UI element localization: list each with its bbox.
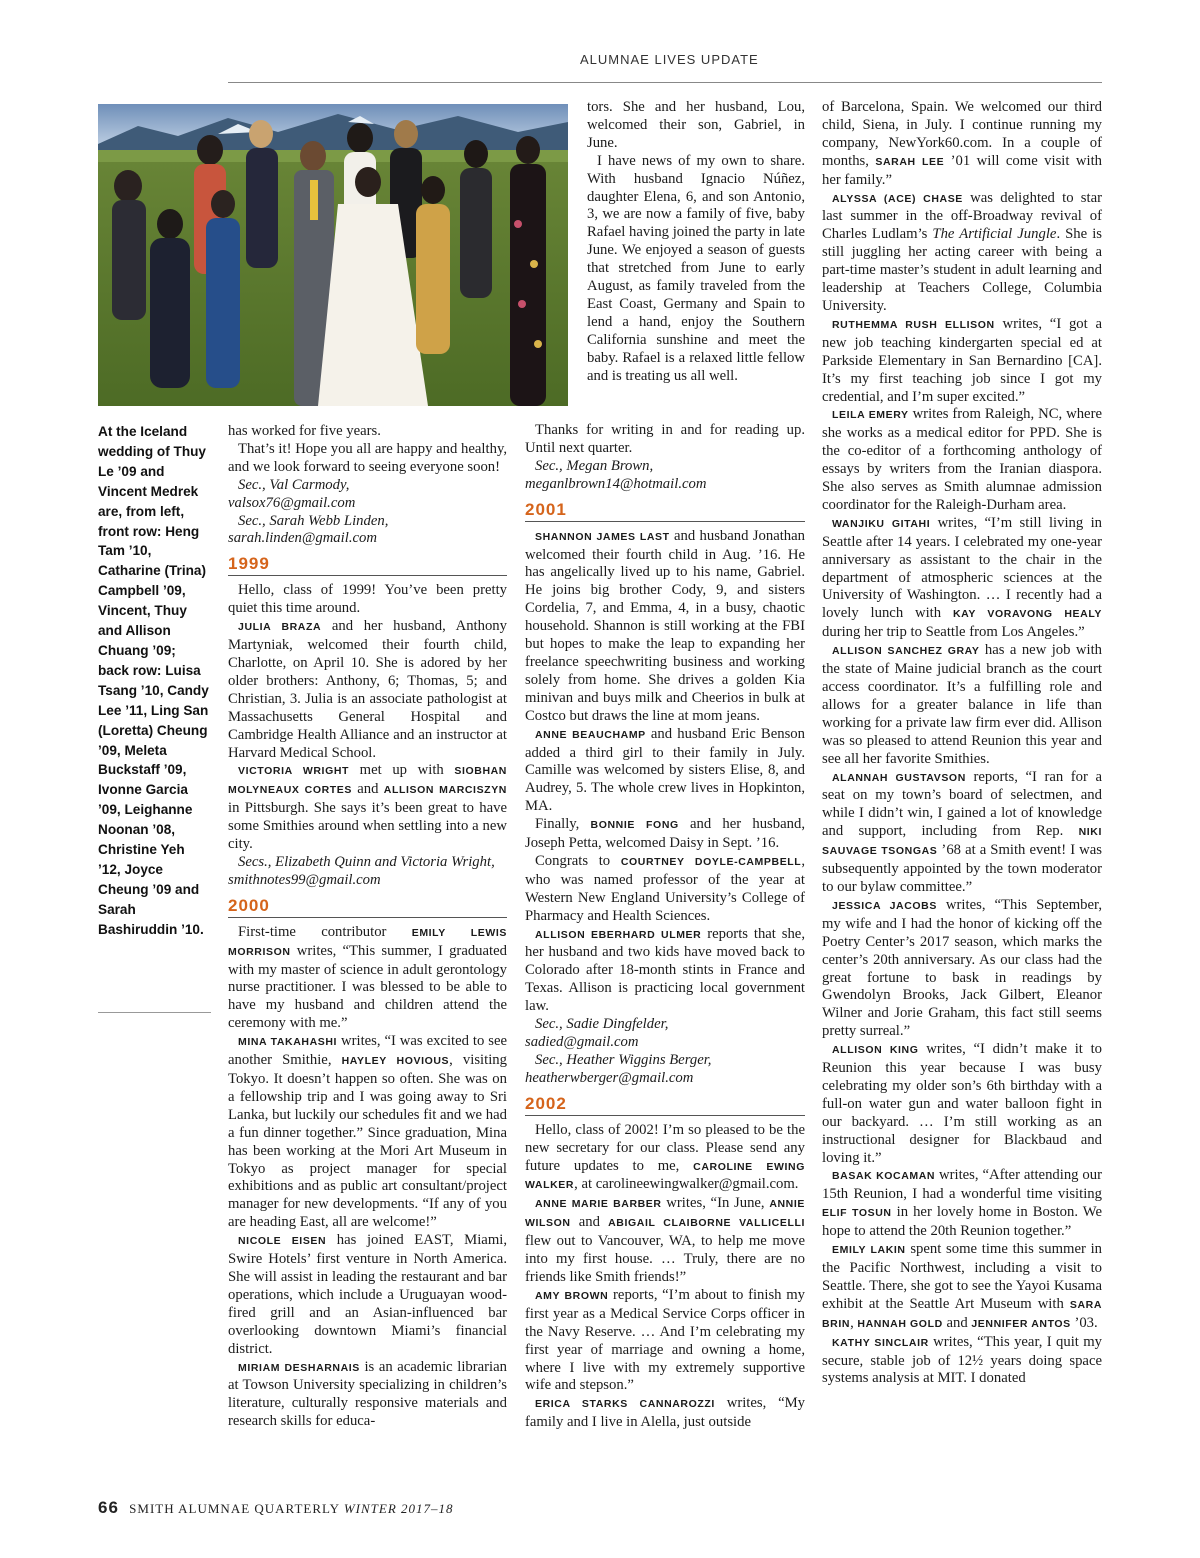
alumna-name: KATHY SINCLAIR xyxy=(832,1336,929,1349)
alumna-name: EMILY LAKIN xyxy=(832,1244,906,1257)
paragraph: Thanks for writing in and for reading up. Until next quarter. xyxy=(525,422,805,456)
paragraph: Congrats to COURTNEY DOYLE-CAMPBELL, who was named professor of the year at Western New England University’s College of Pharmacy and Health Sciences. xyxy=(525,852,805,924)
secretary-line: Sec., Val Carmody, xyxy=(238,476,350,493)
alumna-name: ALLISON EBERHARD ULMER xyxy=(535,928,702,941)
alumna-name: SARAH LEE xyxy=(875,155,945,168)
alumna-name: SIOBHAN MOLYNEAUX CORTES xyxy=(228,765,507,797)
alumna-name: VICTORIA WRIGHT xyxy=(238,765,350,778)
paragraph: ALLISON SANCHEZ GRAY has a new job with the state of Maine judicial branch as the court access coordinator. It’s a fulfilling role and allows for a greater balance in life than working for a private law firm ever did. Allison was so pleased to attend Reunion this year and see all her favorite Smithies. xyxy=(822,642,1102,767)
secretary-line: Sec., Megan Brown, xyxy=(535,457,654,474)
alumna-name: WANJIKU GITAHI xyxy=(832,517,931,530)
paragraph: WANJIKU GITAHI writes, “I’m still living in Seattle after 14 years. I celebrated my one-year anniversary as assistant to the chair in the department of atmospheric sciences at the University of Washington. … I recently had a lovely lunch with KAY VORAVONG HEALY during her trip to Seattle from Los Angeles.” xyxy=(822,514,1102,641)
paragraph: JESSICA JACOBS writes, “This September, my wife and I had the honor of kicking off the Poetry Center’s 2017 season, which marks the center’s 20th anniversary. As our class had the great fortune to bask in readings by Gwendolyn Brooks, Jack Gilbert, Eleanor Wilner and Jorie Graham, this fact still seems pretty surreal.” xyxy=(822,896,1102,1040)
secretary-line: Sec., Sarah Webb Linden, xyxy=(238,512,389,529)
paragraph: ALANNAH GUSTAVSON reports, “I ran for a seat on my town’s board of selectmen, and while I didn’t win, I gained a lot of knowledge and support, including from Rep. NIKI SAUVAGE TSONGAS ’68 at a Smith event! I was subsequently appointed by the town moderator to our bylaw committee.” xyxy=(822,768,1102,895)
alumna-name: SARA BRIN xyxy=(822,1298,1102,1330)
alumna-name: ERICA STARKS CANNAROZZI xyxy=(535,1398,715,1411)
column-2 xyxy=(525,422,805,1432)
alumna-name: HANNAH GOLD xyxy=(857,1317,943,1330)
paragraph: ALLISON EBERHARD ULMER reports that she, her husband and two kids have moved back to Colorado after 18-month stints in France and Texas. Allison is practicing local government law. xyxy=(525,925,806,1015)
paragraph: NICOLE EISEN has joined EAST, Miami, Swire Hotels’ first venture in North America. She will assist in leading the restaurant and bar operations, which include a Uruguayan wood-fired grill and an Asian-influenced bar overlooking downtown Miami’s financial district. xyxy=(228,1232,507,1357)
paragraph: AMY BROWN reports, “I’m about to finish my first year as a Medical Service Corps officer in the Navy Reserve. … And I’m celebrating my first year of marriage and owning a home, where I live with my extremely supportive wife and stepson.” xyxy=(525,1286,805,1394)
paragraph: of Barcelona, Spain. We welcomed our third child, Siena, in July. I continue running my company, NewYork60.com. In a couple of months, SARAH LEE ’01 will come visit with her family.” xyxy=(822,99,1102,188)
photo-caption: At the Iceland wedding of Thuy Le ’09 and Vincent Medrek are, from left, front row: Heng Tam ’10, Catharine (Trina) Campbell ’09, Vincent, Thuy and Allison Chuang ’09; back row: Luisa Tsang ’10, Candy Lee ’11, Ling San (Loretta) Cheung ’09, Meleta Buckstaff ’09, Ivonne Garcia ’09, Leighanne Noonan ’08, Christine Yeh ’12, Joyce Cheung ’09 and Sarah Bashiruddin ’10. xyxy=(98,424,209,937)
paragraph: RUTHEMMA RUSH ELLISON writes, “I got a new job teaching kindergarten special ed at Parkside Elementary in San Bernardino [CA]. It’s my first teaching job since I got my credential, and I’m super excited.” xyxy=(822,315,1103,405)
section-header: ALUMNAE LIVES UPDATE xyxy=(580,52,759,67)
alumna-name: JULIA BRAZA xyxy=(238,621,322,634)
alumna-name: MINA TAKAHASHI xyxy=(238,1036,338,1049)
alumna-name: RUTHEMMA RUSH ELLISON xyxy=(832,318,995,331)
alumna-name: EMILY LEWIS MORRISON xyxy=(228,926,507,958)
page-number: 66 xyxy=(98,1498,119,1517)
alumna-name: ALYSSA (ACE) CHASE xyxy=(832,192,963,205)
class-year-heading: 2000 xyxy=(228,896,507,918)
paragraph: LEILA EMERY writes from Raleigh, NC, where she works as a medical editor for PPD. She is the co-editor of a forthcoming anthology of essays by writers from the Iranian diaspora. She also serves as Smith alumnae admission coordinator for the Raleigh-Durham area. xyxy=(822,406,1102,513)
alumna-name: ALANNAH GUSTAVSON xyxy=(832,771,966,784)
paragraph: ANNE MARIE BARBER writes, “In June, ANNIE WILSON and ABIGAIL CLAIBORNE VALLICELLI flew out to Vancouver, WA, to help me move into my first house. … Truly, there are no friends like Smith friends!” xyxy=(525,1195,805,1285)
paragraph: KATHY SINCLAIR writes, “This year, I quit my secure, stable job of 12½ years doing space systems analysis at MIT. I donated xyxy=(822,1333,1103,1387)
paragraph: ALLISON KING writes, “I didn’t make it to Reunion this year because I was busy celebrating my older son’s 6th birthday with a full-on water gun and water balloon fight in our backyard. … I’m still working as an instructional designer for Blackbaud and loving it.” xyxy=(822,1041,1102,1166)
alumna-name: ANNE MARIE BARBER xyxy=(535,1198,662,1211)
paragraph: ERICA STARKS CANNAROZZI writes, “My family and I live in Alella, just outside xyxy=(525,1395,805,1431)
publication-name: SMITH ALUMNAE QUARTERLY xyxy=(129,1501,340,1516)
page-footer xyxy=(98,1498,454,1518)
alumna-name: CAROLINE EWING WALKER xyxy=(525,1160,805,1192)
paragraph: VICTORIA WRIGHT met up with SIOBHAN MOLYNEAUX CORTES and ALLISON MARCISZYN in Pittsburgh. She says it’s been great to have some Smithies around when settling into a new city. xyxy=(228,762,507,853)
paragraph: BASAK KOCAMAN writes, “After attending our 15th Reunion, I had a wonderful time visiting ELIF TOSUN in her lovely home in Boston. We hope to attend the 20th Reunion together.” xyxy=(822,1167,1102,1240)
alumna-name: ALLISON SANCHEZ GRAY xyxy=(832,645,980,658)
alumna-name: ALLISON MARCISZYN xyxy=(383,784,507,797)
paragraph: MIRIAM DESHARNAIS is an academic librarian at Towson University specializing in children’s literature, culturally responsive materials and research skills for educa- xyxy=(228,1358,507,1430)
secretary-email: valsox76@gmail.com xyxy=(228,494,356,511)
alumna-name: NICOLE EISEN xyxy=(238,1235,327,1248)
alumna-name: JENNIFER ANTOS xyxy=(971,1317,1071,1330)
paragraph: JULIA BRAZA and her husband, Anthony Martyniak, welcomed their fourth child, Charlotte, on April 10. She is adored by her older brothers: Anthony, 6; Thomas, 5; and Christian, 3. Julia is an associate pathologist at Massachusetts General Hospital and Cambridge Health Alliance and an instructor at Harvard Medical School. xyxy=(228,618,507,761)
secretary-email: meganlbrown14@hotmail.com xyxy=(525,475,707,492)
alumna-name: BONNIE FONG xyxy=(590,819,679,832)
header-rule xyxy=(228,82,1102,83)
alumna-name: ABIGAIL CLAIBORNE VALLICELLI xyxy=(608,1217,805,1230)
column-1 xyxy=(228,423,507,1431)
paragraph: Hello, class of 2002! I’m so pleased to be the new secretary for our class. Please send any future updates to me, CAROLINE EWING WALKER, at carolineewingwalker@gmail.com. xyxy=(525,1121,805,1193)
class-year-heading: 2002 xyxy=(525,1094,805,1116)
alumna-name: KAY VORAVONG HEALY xyxy=(952,608,1102,621)
secretary-line: Sec., Sadie Dingfelder, xyxy=(535,1016,669,1033)
secretary-line: Secs., Elizabeth Quinn and Victoria Wright, smithnotes99@gmail.com xyxy=(228,853,495,888)
secretary-email: heatherwberger@gmail.com xyxy=(525,1069,694,1086)
alumna-name: ELIF TOSUN xyxy=(822,1207,892,1220)
paragraph: MINA TAKAHASHI writes, “I was excited to see another Smithie, HAYLEY HOVIOUS, visiting Tokyo. It doesn’t happen so often. She was on a fellowship trip and I was going away to Sri Lanka, but luckily our schedules fit and we had a fun dinner together.” Since graduation, Mina has been working at the Mori Art Museum in Tokyo as project manager for special exhibitions and as public art consultant/project manager for new developments. “If any of you are heading East, all are welcome!” xyxy=(228,1033,507,1231)
paragraph: Finally, BONNIE FONG and her husband, Joseph Petta, welcomed Daisy in Sept. ’16. xyxy=(525,816,805,852)
paragraph: That’s it! Hope you all are happy and healthy, and we look forward to seeing everyone soon! xyxy=(228,440,507,475)
alumna-name: SHANNON JAMES LAST xyxy=(535,530,670,543)
wedding-group-photo xyxy=(98,104,568,406)
alumna-name: COURTNEY DOYLE-CAMPBELL xyxy=(620,855,802,868)
paragraph: SHANNON JAMES LAST and husband Jonathan welcomed their fourth child in Aug. ’16. He has angelically lived up to his name, Gabriel. He joins big brother Cody, 9, and sisters Cordelia, 7, and Emma, 4, in a busy, chaotic household. Shannon is still working at the FBI but hopes to make the leap to expanding her freelance speechwriting business and working solely from home. She drives a golden Kia minivan and buys milk and Cheerios in bulk at Costco but draws the line at mom jeans. xyxy=(525,527,806,724)
paragraph: has worked for five years. xyxy=(228,423,381,439)
alumna-name: ALLISON KING xyxy=(832,1044,919,1057)
alumna-name: MIRIAM DESHARNAIS xyxy=(238,1361,360,1374)
paragraph: EMILY LAKIN spent some time this summer in the Pacific Northwest, including a visit to Seattle. There, she got to see the Yayoi Kusama exhibit at the Seattle Art Museum with SARA BRIN, HANNAH GOLD and JENNIFER ANTOS ’03. xyxy=(822,1241,1103,1331)
class-year-heading: 1999 xyxy=(228,554,507,576)
paragraph: Hello, class of 1999! You’ve been pretty quiet this time around. xyxy=(228,582,507,617)
alumna-name: AMY BROWN xyxy=(535,1289,609,1302)
alumna-name: HAYLEY HOVIOUS xyxy=(341,1055,450,1068)
secretary-line: Sec., Heather Wiggins Berger, xyxy=(535,1051,712,1068)
alumna-name: LEILA EMERY xyxy=(832,409,909,422)
class-year-heading: 2001 xyxy=(525,500,805,522)
secretary-email: sarah.linden@gmail.com xyxy=(228,530,377,547)
alumna-name: JESSICA JACOBS xyxy=(832,899,937,912)
paragraph: tors. She and her husband, Lou, welcomed their son, Gabriel, in June. xyxy=(587,99,805,151)
alumna-name: ANNE BEAUCHAMP xyxy=(535,728,646,741)
issue-label: WINTER 2017–18 xyxy=(343,1501,454,1516)
paragraph: I have news of my own to share. With husband Ignacio Núñez, daughter Elena, 6, and son Antonio, 3, we are now a family of five, baby Rafael having joined the party in late June. We enjoyed a season of guests that stretched from June to early August, as family traveled from the East Coast, Germany and Spain to lend a hand, enjoy the Southern California sunshine and meet the baby. Rafael is a relaxed little fellow and is treating us all well. xyxy=(587,152,805,384)
alumna-name: BASAK KOCAMAN xyxy=(832,1170,936,1183)
alumna-name: ANNIE WILSON xyxy=(525,1198,805,1230)
alumna-name: NIKI SAUVAGE TSONGAS xyxy=(822,826,1102,858)
caption-rule xyxy=(98,1012,211,1013)
paragraph: ANNE BEAUCHAMP and husband Eric Benson added a third girl to their family in July. Camille was welcomed by sisters Elise, 8, and Audrey, 5. The whole crew lives in Hopkinton, MA. xyxy=(525,725,805,815)
column-2-top xyxy=(587,99,805,386)
paragraph: ALYSSA (ACE) CHASE was delighted to star last summer in the off-Broadway revival of Charles Ludlam’s The Artificial Jungle. She is still juggling her acting career with being a part-time master’s student in adult learning and leadership at Teachers College, Columbia University. xyxy=(822,189,1102,314)
paragraph: First-time contributor EMILY LEWIS MORRISON writes, “This summer, I graduated with my master of science in adult gerontology nurse practitioner. I was blessed to be able to have my husband and children attend the ceremony with me.” xyxy=(228,923,507,1032)
column-3 xyxy=(822,99,1102,1388)
secretary-email: sadied@gmail.com xyxy=(525,1034,639,1050)
